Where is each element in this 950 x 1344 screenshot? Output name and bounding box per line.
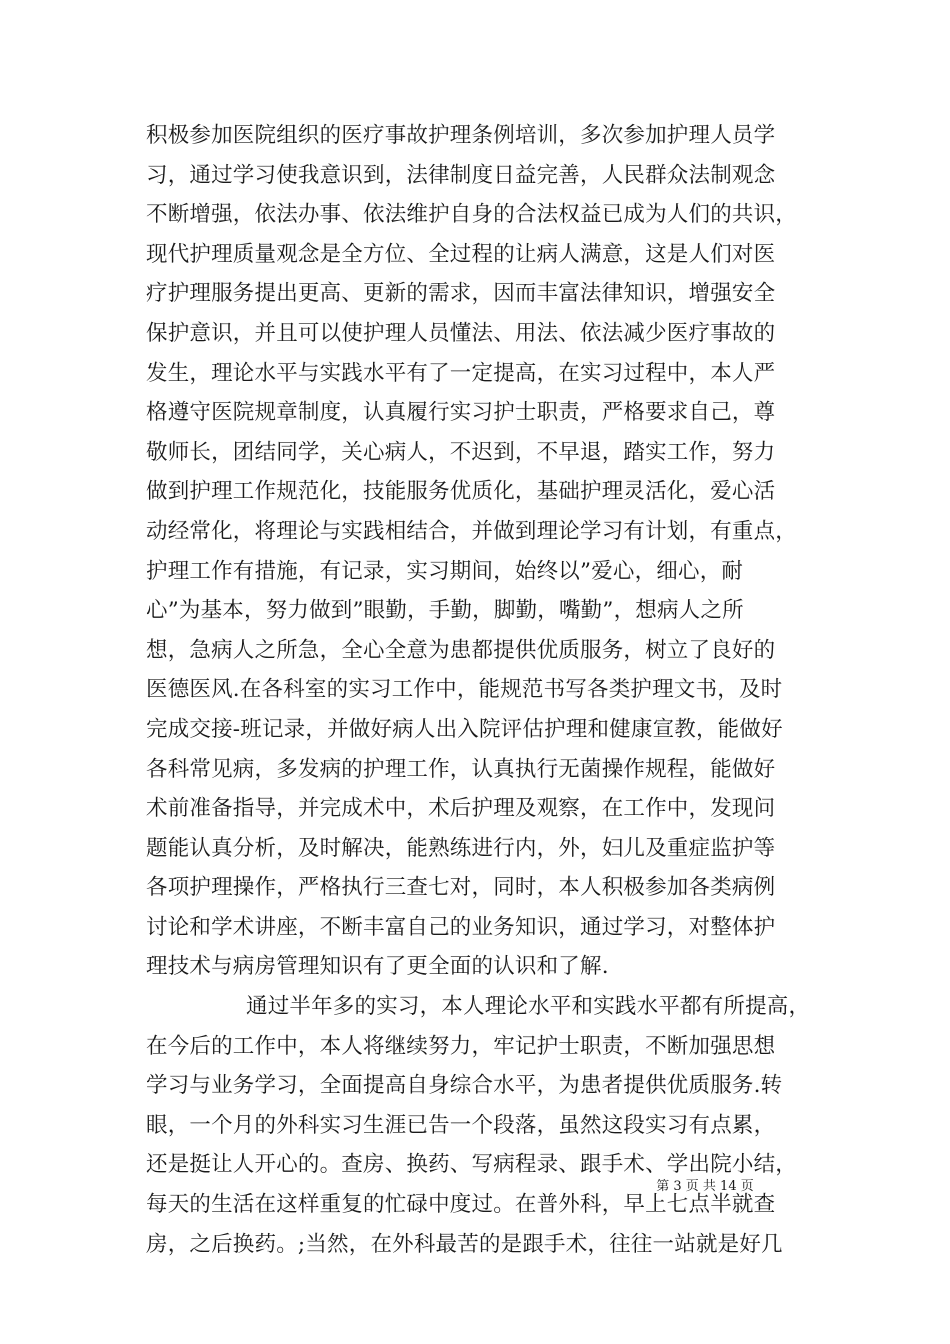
text-line: 术前准备指导，并完成术中，术后护理及观察，在工作中，发现问: [146, 796, 776, 822]
text-line: 在今后的工作中，本人将继续努力，牢记护士职责，不断加强思想: [146, 1033, 776, 1059]
text-line: 讨论和学术讲座，不断丰富自己的业务知识，通过学习，对整体护: [146, 914, 776, 940]
text-line: 眼，一个月的外科实习生涯已告一个段落，虽然这段实习有点累，: [146, 1112, 776, 1138]
text-line: 各项护理操作，严格执行三查七对，同时，本人积极参加各类病例: [146, 875, 776, 901]
text-line: 动经常化，将理论与实践相结合，并做到理论学习有计划，有重点，: [146, 518, 798, 544]
text-line: 现代护理质量观念是全方位、全过程的让病人满意，这是人们对医: [146, 241, 776, 267]
text-line: 积极参加医院组织的医疗事故护理条例培训，多次参加护理人员学: [146, 123, 776, 148]
text-line: 房，之后换药。;当然，在外科最苦的是跟手术，往往一站就是好几: [146, 1231, 783, 1257]
page-footer: [0, 1175, 950, 1194]
text-line: 疗护理服务提出更高、更新的需求，因而丰富法律知识，增强安全: [146, 281, 776, 307]
text-line: 题能认真分析，及时解决，能熟练进行内，外，妇儿及重症监护等: [146, 835, 776, 861]
text-line: 习，通过学习使我意识到，法律制度日益完善，人民群众法制观念: [146, 162, 776, 188]
text-line: 完成交接-班记录，并做好病人出入院评估护理和健康宣教，能做好: [146, 716, 783, 742]
text-line: 医德医风.在各科室的实习工作中，能规范书写各类护理文书，及时: [146, 677, 783, 703]
text-line: 理技术与病房管理知识有了更全面的认识和了解.: [146, 954, 609, 980]
text-line: 不断增强，依法办事、依法维护自身的合法权益已成为人们的共识，: [146, 202, 798, 228]
text-line: 心”为基本，努力做到”眼勤，手勤，脚勤，嘴勤”，想病人之所: [146, 598, 744, 624]
text-line: 每天的生活在这样重复的忙碌中度过。在普外科，早上七点半就查: [146, 1192, 776, 1218]
text-line: 做到护理工作规范化，技能服务优质化，基础护理灵活化，爱心活: [146, 479, 776, 505]
text-line: 发生，理论水平与实践水平有了一定提高，在实习过程中，本人严: [146, 360, 776, 386]
text-line: 想，急病人之所急，全心全意为患都提供优质服务，树立了良好的: [146, 637, 776, 663]
text-line: 还是挺让人开心的。查房、换药、写病程录、跟手术、学出院小结，: [146, 1152, 798, 1178]
text-line: 格遵守医院规章制度，认真履行实习护士职责，严格要求自己，尊: [146, 400, 776, 426]
text-line: 敬师长，团结同学，关心病人，不迟到，不早退，踏实工作，努力: [146, 439, 776, 465]
page-number: 第 3 页 共 14 页: [656, 1179, 754, 1194]
paragraph-start-line: 通过半年多的实习，本人理论水平和实践水平都有所提高，: [246, 994, 811, 1020]
text-line: 护理工作有措施，有记录，实习期间，始终以”爱心，细心，耐: [146, 558, 744, 584]
text-line: 学习与业务学习，全面提高自身综合水平，为患者提供优质服务.转: [146, 1073, 783, 1099]
text-line: 各科常见病，多发病的护理工作，认真执行无菌操作规程，能做好: [146, 756, 776, 782]
text-line: 保护意识，并且可以使护理人员懂法、用法、依法减少医疗事故的: [146, 320, 776, 346]
body-text: [146, 116, 836, 1264]
